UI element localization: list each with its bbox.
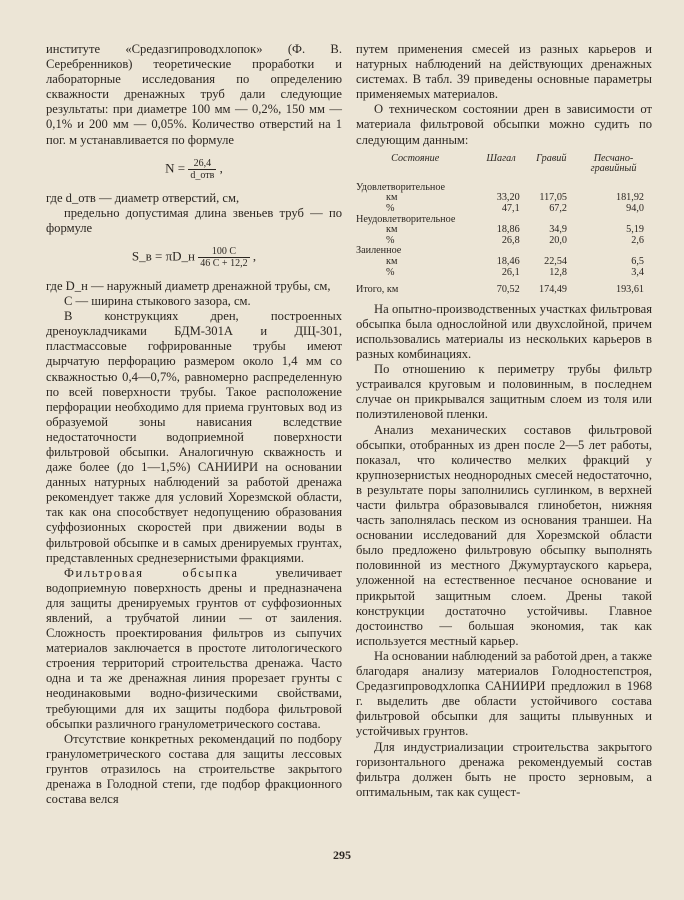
table-cell: % [386,203,395,215]
right-paragraph-4: По отношению к периметру трубы фильтр устраивался круговым и половинным, в последнем случае он прикрывался защитным слоем из толя или полиэтиленовой пленки. [356,362,652,422]
left-paragraph-2: где d_отв — диаметр отверстий, см, [46,190,240,205]
page-number: 295 [333,848,351,862]
table-cell: 2,6 [631,234,644,246]
formula-1-lhs: N = [165,160,186,176]
left-paragraph-3: предельно допустимая длина звеньев труб — по формуле [46,205,342,235]
table-group-label: Удовлетворительное [356,181,446,193]
table-row [356,268,652,279]
spaced-heading: Фильтровая обсыпка [64,565,239,580]
table-cell: 18,86 [496,224,520,236]
formula-1-fraction [188,158,216,181]
table-cell: 70,52 [496,284,520,296]
table-cell: 20,0 [549,234,568,246]
table-group-label: Заиленное [356,245,402,257]
table-cell: 26,1 [501,266,520,278]
table-cell: Итого, км [356,284,399,296]
left-paragraph-6: В конструкциях дрен, построенных дреноукладчиками БДМ-301А и ДЩ-301, пластмассовые гофрированные трубы имеют дырчатую перфорацию размером около 1,4 мм со скважностью 0,4—0,7%, равномерно распределенную по всей поверхности трубы. Такое расположение перфорации необходимо для приема грунтовых вод из образуемой зоны нависания вследствие недостаточности водоприемной поверхности фильтровой обсыпки. Аналогичную скважность и даже более (до 1—1,5%) САНИИРИ на основании данных натурных наблюдений за работой дренажа рекомендует также для условий Хорезмской области, так как она способствует недопущению образования суффозионных скоростей при движении воды в фильтровой обсыпке и в самых дренируемых грунтах, представленных среднезернистыми фракциями. [46,309,342,565]
formula-2-denominator: 46 C + 12,2 [200,257,248,269]
table-cell: 94,0 [626,203,644,215]
right-paragraph-3: На опытно-производственных участках фильтровая обсыпка была однослойной или двухслойной, причем использовались материалы из нескольких карьеров в разных комбинациях. [356,301,652,362]
table-total-row [356,278,652,296]
table-cell: % [386,234,395,246]
table-cell: 174,49 [539,284,568,296]
table-cell: 3,4 [631,266,644,278]
table-cell: 117,05 [539,192,568,204]
table-cell: 33,20 [496,192,520,204]
table-header: Состояние [391,152,440,164]
formula-2-lhs: S_в = πD_н [131,248,196,264]
formula-2-end: , [252,248,257,264]
table-group-label: Неудовлетворительное [356,213,456,225]
table-cell: 18,46 [496,256,520,267]
table-row [356,257,652,268]
table-cell: 34,9 [549,224,568,236]
left-paragraph-1: институте «Средазгипроводхлопок» (Ф. В. Серебренников) теоретические проработки и лабораторные исследования по определению скважности дренажных труб дали следующие результаты: при диаметре 100 мм — 0,2%, 150 мм — 0,1% и 200 мм — 0,05%. Количество отверстий на 1 пог. м устанавливается по формуле [46,42,342,147]
drain-condition-table [356,152,652,296]
left-paragraph-4: где D_н — наружный диаметр дренажной трубы, см, [46,278,331,293]
formula-2-numerator: 100 C [198,246,249,258]
table-header: Песчано-гравийный [590,152,637,175]
formula-1-numerator: 26,4 [188,158,216,170]
formula-1-denominator: d_отв [190,169,215,181]
left-paragraph-8: Отсутствие конкретных рекомендаций по подбору гранулометрического состава для защиты лессовых грунтов отразилось на строительстве закрытого дренажа в Голодной степи, где подбор фракционного состава велся [46,731,342,807]
formula-link-length [46,246,342,269]
left-column [46,42,342,807]
table-cell: км [386,224,398,236]
table-cell: 181,92 [615,192,644,204]
table-cell: 22,54 [544,256,568,267]
right-paragraph-1: путем применения смесей из разных карьеров и натурных наблюдений на действующих дренажных системах. В табл. 39 приведены основные параметры применяемых материалов. [356,42,652,102]
table-cell: км [386,192,398,204]
left-paragraph-7-body: увеличивает водоприемную поверхность дрены и предназначена для защиты дренируемых грунтов от суффозионных явлений, а трубчатой линии — от заиления. Сложность проектирования фильтров из сыпучих материалов заключается в простоте литологического строения территорий строительства дренажа. Часто одна и та же дренажная линия прорезает грунты с неодинаковыми водно-физическими свойствами, требующими для их защиты подбора фильтровой обсыпки различного гранулометрического состава. [46,565,342,731]
formula-hole-count [46,158,342,181]
table-cell: 26,8 [501,234,520,246]
right-column [356,42,652,800]
table-cell: км [386,256,398,267]
table-cell: 5,19 [626,224,644,236]
formula-2-fraction [198,246,249,269]
left-paragraph-7 [46,566,342,732]
formula-1-end: , [219,160,223,176]
right-paragraph-7: Для индустриализации строительства закрытого горизонтального дренажа рекомендуемый состав фильтра должен быть не просто зерновым, а оптимальным, так как сущест- [356,739,652,799]
left-paragraph-5: C — ширина стыкового зазора, см. [64,294,251,309]
table-cell: 12,8 [549,266,568,278]
table-header: Шагал [486,152,516,164]
table-cell: 47,1 [501,203,520,215]
table-cell: 67,2 [549,203,568,215]
right-paragraph-6: На основании наблюдений за работой дрен, а также благодаря анализу материалов Голодностепстроя, Средазгипроводхлопка САНИИРИ предложил в 1968 г. выделить две области устойчивого состава фильтровой обсыпки для защиты плывунных и устойчивых грунтов. [356,648,652,739]
table-header: Гравий [536,152,567,164]
table-cell: 193,61 [615,284,644,296]
table-cell: 6,5 [631,256,644,267]
table-cell: % [386,266,395,278]
right-paragraph-2: О техническом состоянии дрен в зависимости от материала фильтровой обсыпки можно судить по следующим данным: [356,102,652,147]
right-paragraph-5: Анализ механических составов фильтровой обсыпки, отобранных из дрен после 2—5 лет работы, показал, что количество мелких фракций у крупнозернистых неоднородных смесей недостаточно, в результате поры заполнились суглинком, в верхней части фильтра образовывался глинобетон, нижняя часть заполнялась песком из основания траншеи. На основании исследований для Хорезмской области было предложено фильтровую обсыпку выполнять половинной из местного Джумуртауского карьера, уложенной на естественное песчаное основание и прикрытой защитным слоем. Дрены такой конструкции достаточно устойчивы. Главное достоинство — большая экономия, так как используется местный карьер. [356,422,652,648]
